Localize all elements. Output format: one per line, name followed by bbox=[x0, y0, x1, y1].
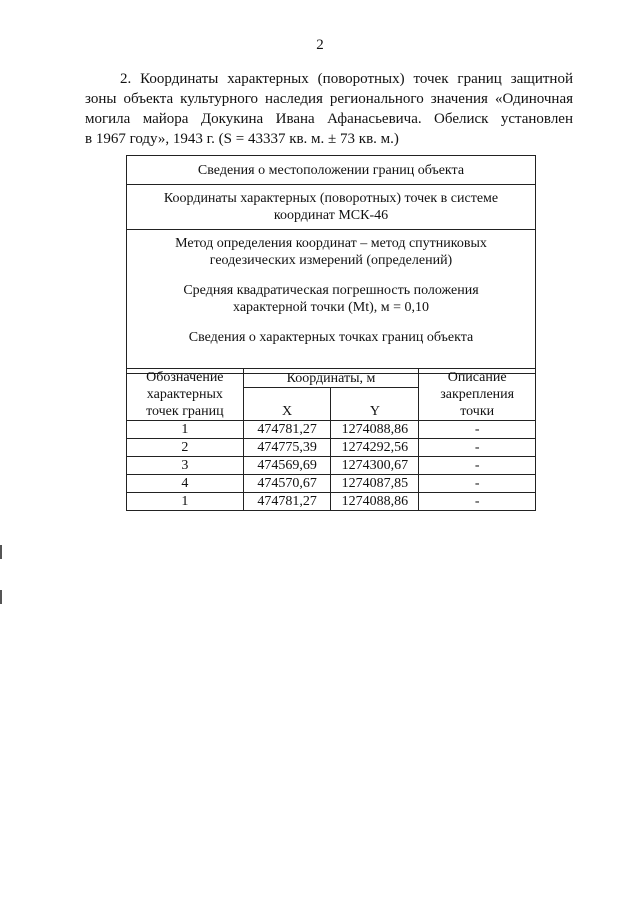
cell-description: - bbox=[419, 493, 536, 511]
coordinates-table bbox=[126, 368, 536, 511]
info-spacer bbox=[133, 269, 529, 282]
table-row bbox=[127, 421, 536, 439]
scan-edge-mark bbox=[0, 590, 2, 604]
scan-edge-mark bbox=[0, 545, 2, 559]
header-text-line: закрепления bbox=[440, 387, 515, 402]
header-designation bbox=[127, 369, 244, 421]
cell-description: - bbox=[419, 457, 536, 475]
cell-point: 1 bbox=[127, 493, 244, 511]
info-spacer bbox=[133, 316, 529, 329]
info-row bbox=[127, 230, 536, 374]
header-text-line: Обозначение bbox=[146, 370, 224, 385]
cell-point: 4 bbox=[127, 475, 244, 493]
cell-x: 474569,69 bbox=[243, 457, 331, 475]
cell-y: 1274087,85 bbox=[331, 475, 419, 493]
cell-y: 1274088,86 bbox=[331, 493, 419, 511]
header-text-line: точек границ bbox=[146, 404, 224, 419]
intro-paragraph bbox=[85, 69, 573, 149]
cell-point: 2 bbox=[127, 439, 244, 457]
header-coordinates: Координаты, м bbox=[243, 369, 419, 388]
header-description bbox=[419, 369, 536, 421]
info-text-line: Метод определения координат – метод спутниковых bbox=[175, 236, 487, 251]
cell-y: 1274292,56 bbox=[331, 439, 419, 457]
info-cell-location-heading: Сведения о местоположении границ объекта bbox=[127, 156, 536, 185]
info-row bbox=[127, 185, 536, 230]
info-cell-method bbox=[127, 230, 536, 374]
table-row bbox=[127, 475, 536, 493]
info-text-line: характерной точки (Mt), м = 0,10 bbox=[233, 300, 429, 315]
table-row bbox=[127, 493, 536, 511]
info-text-line: Координаты характерных (поворотных) точек в системе bbox=[163, 191, 499, 206]
cell-y: 1274300,67 bbox=[331, 457, 419, 475]
info-text-line: координат МСК-46 bbox=[273, 208, 389, 223]
object-info-table bbox=[126, 155, 536, 374]
cell-description: - bbox=[419, 421, 536, 439]
cell-y: 1274088,86 bbox=[331, 421, 419, 439]
cell-description: - bbox=[419, 439, 536, 457]
intro-line: зоны объекта культурного наследия регионального значения «Одиночная bbox=[85, 91, 573, 107]
intro-line: в 1967 году», 1943 г. (S = 43337 кв. м. ± 73 кв. м.) bbox=[85, 131, 399, 147]
intro-line: 2. Координаты характерных (поворотных) точек границ защитной bbox=[120, 71, 573, 87]
page-number: 2 bbox=[316, 37, 324, 53]
info-text-line: Сведения о характерных точках границ объекта bbox=[188, 330, 474, 345]
header-text-line: точки bbox=[460, 404, 495, 419]
cell-point: 3 bbox=[127, 457, 244, 475]
info-text-line: Средняя квадратическая погрешность положения bbox=[183, 283, 479, 298]
info-row bbox=[127, 156, 536, 185]
info-cell-coordinate-system bbox=[127, 185, 536, 230]
table-row bbox=[127, 439, 536, 457]
intro-line: могила майора Докукина Ивана Афанасьевича. Обелиск установлен bbox=[85, 111, 573, 127]
cell-x: 474781,27 bbox=[243, 493, 331, 511]
header-text-line: характерных bbox=[146, 387, 223, 402]
cell-x: 474775,39 bbox=[243, 439, 331, 457]
header-text-line: Описание bbox=[447, 370, 507, 385]
header-y: Y bbox=[331, 388, 419, 421]
table-row bbox=[127, 457, 536, 475]
info-text-line: геодезических измерений (определений) bbox=[209, 253, 453, 268]
cell-x: 474570,67 bbox=[243, 475, 331, 493]
cell-description: - bbox=[419, 475, 536, 493]
cell-point: 1 bbox=[127, 421, 244, 439]
header-x: X bbox=[243, 388, 331, 421]
coords-header-row bbox=[127, 369, 536, 388]
cell-x: 474781,27 bbox=[243, 421, 331, 439]
